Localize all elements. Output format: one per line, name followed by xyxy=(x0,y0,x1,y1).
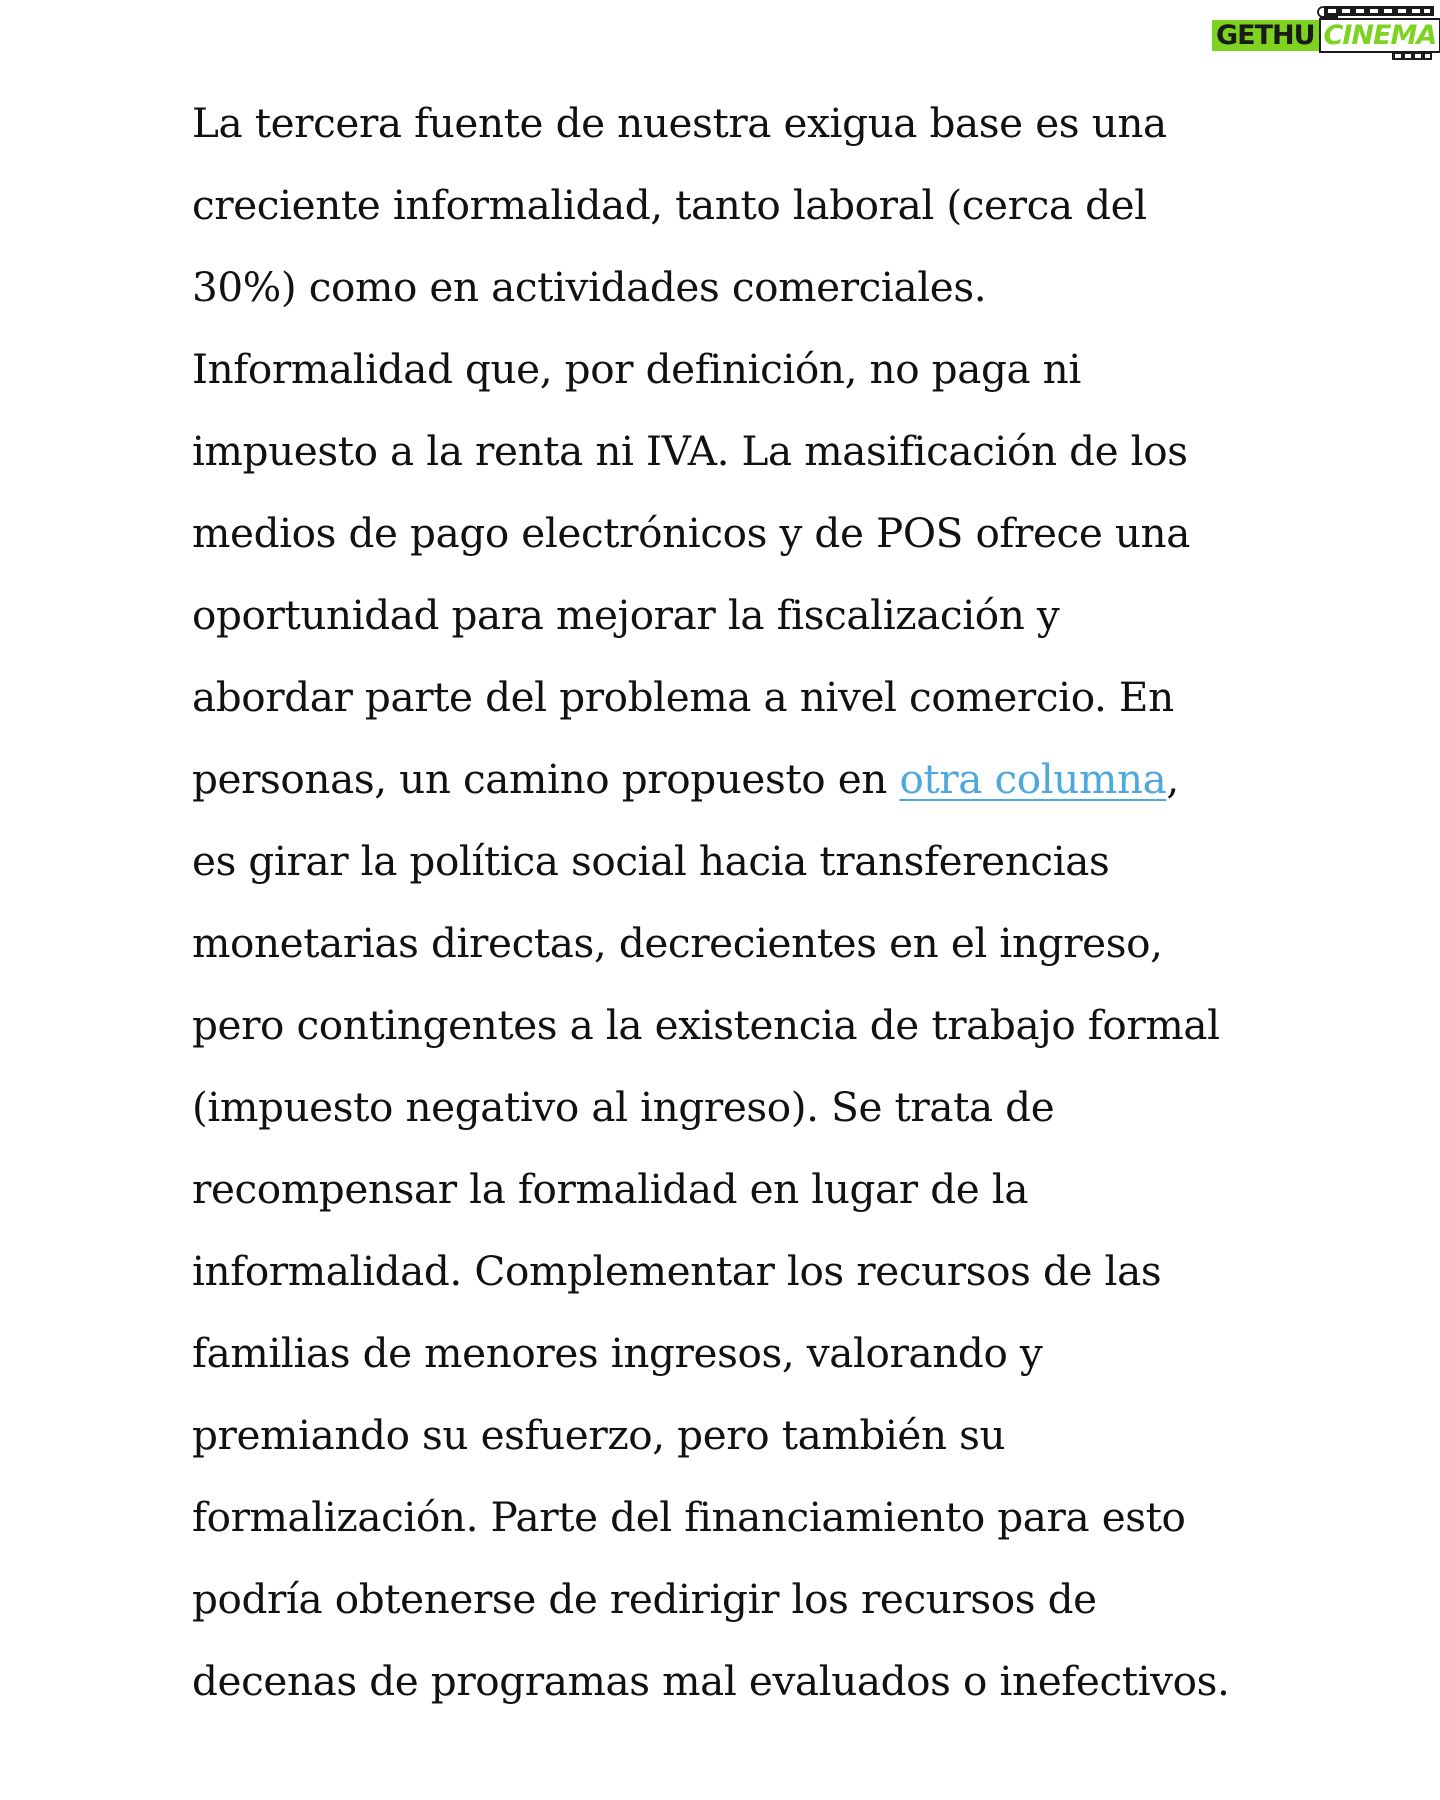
article-line: abordar parte del problema a nivel comercio. En xyxy=(192,673,1174,721)
link-line-prefix: personas, un camino propuesto en xyxy=(192,755,900,803)
article-line: informalidad. Complementar los recursos de las xyxy=(192,1247,1162,1295)
article-line: monetarias directas, decrecientes en el ingreso, xyxy=(192,919,1163,967)
article-body xyxy=(192,82,1272,1722)
film-strip-top-icon xyxy=(1324,6,1434,16)
article-line: oportunidad para mejorar la fiscalización y xyxy=(192,591,1060,639)
article-line: premiando su esfuerzo, pero también su xyxy=(192,1411,1006,1459)
article-line: La tercera fuente de nuestra exigua base es una xyxy=(192,99,1167,147)
link-line-suffix: , xyxy=(1166,755,1179,803)
article-line: familias de menores ingresos, valorando y xyxy=(192,1329,1043,1377)
article-line-with-link xyxy=(192,738,1272,820)
article-line: (impuesto negativo al ingreso). Se trata de xyxy=(192,1083,1055,1131)
otra-columna-link[interactable]: otra columna xyxy=(899,755,1167,803)
article-line: medios de pago electrónicos y de POS ofrece una xyxy=(192,509,1190,557)
article-line: pero contingentes a la existencia de trabajo formal xyxy=(192,1001,1220,1049)
article-line: recompensar la formalidad en lugar de la xyxy=(192,1165,1029,1213)
article-line: creciente informalidad, tanto laboral (cerca del xyxy=(192,181,1147,229)
article-line: decenas de programas mal evaluados o inefectivos. xyxy=(192,1657,1230,1705)
article-line: Informalidad que, por definición, no paga ni xyxy=(192,345,1081,393)
article-line: formalización. Parte del financiamiento para esto xyxy=(192,1493,1186,1541)
article-line: podría obtenerse de redirigir los recursos de xyxy=(192,1575,1097,1623)
gethucinema-watermark xyxy=(1212,6,1437,60)
article-line: impuesto a la renta ni IVA. La masificación de los xyxy=(192,427,1188,475)
watermark-part2: CINEMA xyxy=(1319,18,1440,53)
watermark-logo-text xyxy=(1212,18,1440,54)
article-line: 30%) como en actividades comerciales. xyxy=(192,263,987,311)
watermark-part1: GETHU xyxy=(1212,20,1319,51)
film-strip-bottom-icon xyxy=(1392,52,1432,60)
article-line: es girar la política social hacia transferencias xyxy=(192,837,1110,885)
